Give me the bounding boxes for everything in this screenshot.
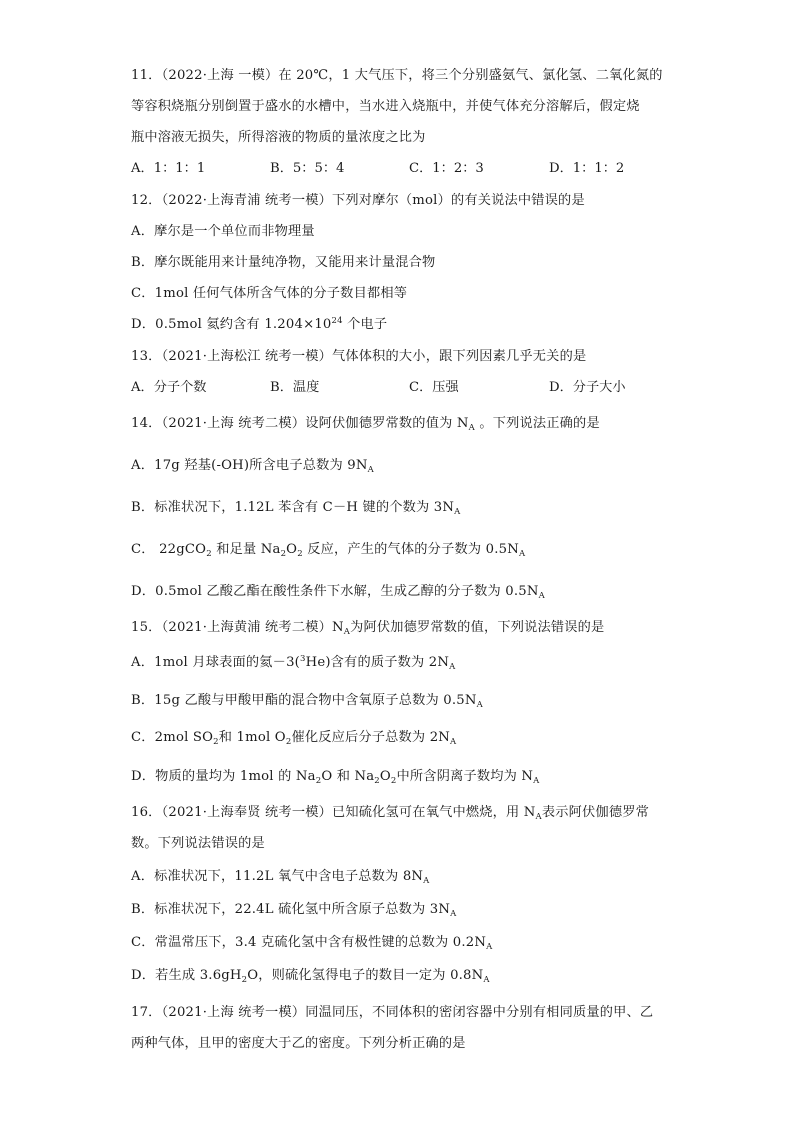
q13-option-c: C．压强: [409, 380, 459, 395]
q16-option-a: A．标准状况下，11.2L 氧气中含电子总数为 $8N_A$: [131, 869, 430, 886]
q11-option-c: C．1：2：3: [409, 161, 484, 176]
q12-option-c: C．1mol 任何气体所含气体的分子数目都相等: [131, 286, 408, 301]
q14-option-a: A．17g 羟基(-OH)所含电子总数为 $9N_A$: [131, 458, 374, 475]
q12-stem: 12．（2022·上海青浦 统考一模）下列对摩尔（mol）的有关说法中错误的是: [131, 193, 585, 208]
q12-option-a: A．摩尔是一个单位而非物理量: [131, 224, 315, 239]
q13-option-a: A．分子个数: [131, 380, 207, 395]
q12-option-b: B．摩尔既能用来计量纯净物，又能用来计量混合物: [131, 255, 436, 270]
q14-stem: 14．（2021·上海 统考二模）设阿伏伽德罗常数的值为 $N_A$ 。下列说法正确的是: [131, 416, 600, 433]
q13-option-b: B．温度: [270, 380, 320, 395]
q11-option-d: D．1：1：2: [549, 161, 625, 176]
q16-option-d: D．若生成 $3.6gH_2O$，则硫化氢得电子的数目一定为 $0.8N_A$: [131, 968, 490, 985]
q16-option-c: C．常温常压下，3.4 克硫化氢中含有极性键的总数为 $0.2N_A$: [131, 935, 493, 952]
q15-option-d: D．物质的量均为 1mol 的 $Na_2O$ 和 $Na_2O_2$中所含阴离子数均为 $N_A$: [131, 769, 540, 786]
q14-option-b: B．标准状况下，1.12L 苯含有 C－H 键的个数为 $3N_A$: [131, 500, 461, 517]
q14-option-d: D．0.5mol 乙酸乙酯在酸性条件下水解，生成乙醇的分子数为 $0.5N_A$: [131, 584, 545, 601]
q12-option-d: D．0.5mol 氦约含有 $1.204\times 10^{24}$ 个电子: [131, 316, 388, 332]
q11-option-b: B．5：5：4: [270, 161, 345, 176]
q16-option-b: B．标准状况下，22.4L 硫化氢中所含原子总数为 $3N_A$: [131, 902, 457, 919]
q11-stem-line3: 瓶中溶液无损失，所得溶液的物质的量浓度之比为: [131, 130, 426, 145]
q11-stem-line2: 等容积烧瓶分别倒置于盛水的水槽中，当水进入烧瓶中，并使气体充分溶解后，假定烧: [131, 99, 640, 114]
q14-option-c: C． 22gCO$_2$ 和足量 $Na_2O_2$ 反应，产生的气体的分子数为 $0.5N_A$: [131, 542, 526, 559]
q15-option-a: A．1mol 月球表面的氦－3($^3$He)含有的质子数为 $2N_A$: [131, 654, 456, 672]
q15-option-c: C．2mol $SO_2$和 1mol $O_2$催化反应后分子总数为 $2N_A$: [131, 730, 457, 747]
q17-stem-line1: 17．（2021·上海 统考一模）同温同压，不同体积的密闭容器中分别有相同质量的甲、乙: [131, 1005, 654, 1020]
q13-option-d: D．分子大小: [549, 380, 626, 395]
q16-stem-line2: 数。下列说法错误的是: [131, 836, 265, 851]
q13-stem: 13．（2021·上海松江 统考一模）气体体积的大小，跟下列因素几乎无关的是: [131, 349, 587, 364]
q11-option-a: A．1：1：1: [131, 161, 206, 176]
q15-stem: 15．（2021·上海黄浦 统考二模）$N_A$为阿伏加德罗常数的值，下列说法错误的是: [131, 620, 605, 637]
q16-stem-line1: 16．（2021·上海奉贤 统考一模）已知硫化氢可在氧气中燃烧，用 $N_A$表示阿伏伽德罗常: [131, 805, 649, 822]
q17-stem-line2: 两种气体，且甲的密度大于乙的密度。下列分析正确的是: [131, 1036, 466, 1051]
q15-option-b: B．15g 乙酸与甲酸甲酯的混合物中含氧原子总数为 $0.5N_A$: [131, 693, 483, 710]
q11-stem-line1: 11．（2022·上海 一模）在 20℃，1 大气压下，将三个分别盛氨气、氯化氢、二氧化氮的: [131, 68, 663, 83]
